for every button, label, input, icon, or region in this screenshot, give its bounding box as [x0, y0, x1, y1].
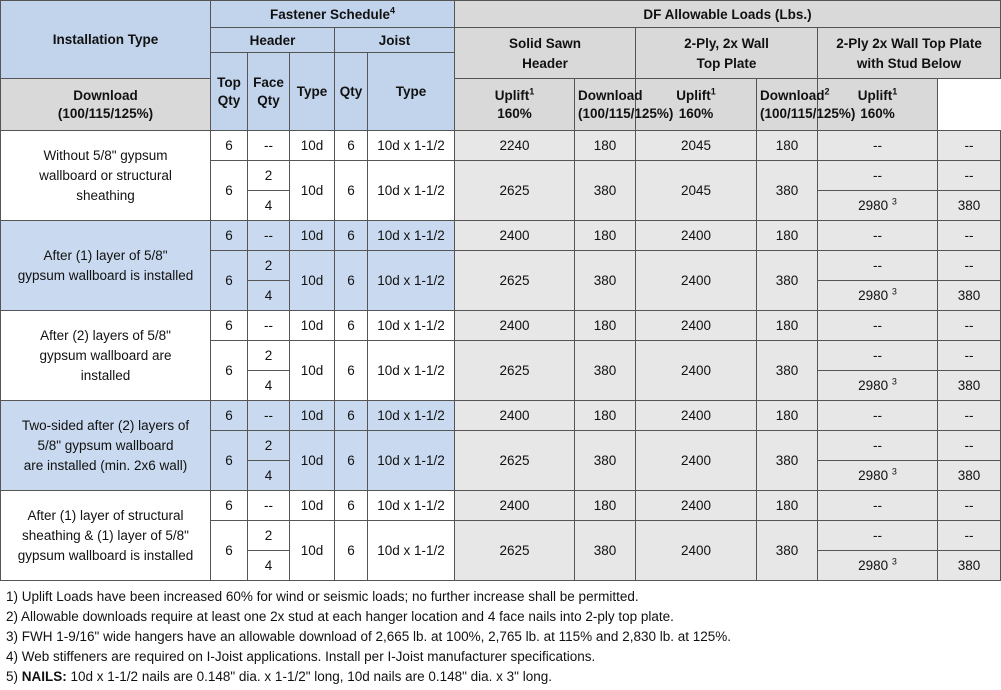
footnote-bold: NAILS: — [21, 669, 67, 684]
joist-qty-cell: 6 — [335, 311, 368, 341]
face-qty-cell: 2 — [248, 341, 290, 371]
joist-type-cell: 10d x 1-1/2 — [368, 161, 455, 221]
footnote-line — [6, 647, 1000, 667]
footnote-line — [6, 607, 1000, 627]
joist-qty-cell: 6 — [335, 131, 368, 161]
face-qty-cell: 4 — [248, 551, 290, 581]
top-qty-cell: 6 — [211, 431, 248, 491]
header-type-cell: 10d — [290, 431, 335, 491]
joist-qty-cell: 6 — [335, 491, 368, 521]
st-download-cell: -- — [818, 221, 938, 251]
ss-uplift-cell: 180 — [575, 131, 636, 161]
joist-type-cell: 10d x 1-1/2 — [368, 251, 455, 311]
ss-download-cell: 2625 — [455, 161, 575, 221]
st-uplift-header: Uplift$^1$ 160% — [818, 79, 938, 131]
st-download-value: 2980 — [858, 198, 889, 213]
joist-type-cell: 10d x 1-1/2 — [368, 311, 455, 341]
tp-download-cell: 2400 — [636, 401, 757, 431]
footnote-text: 1) Uplift Loads have been increased 60% for wind or seismic loads; no further increase shall be permitted. — [6, 589, 639, 604]
footnote-ref: 3 — [891, 466, 897, 477]
tp-uplift-header: Uplift$^1$ 160% — [636, 79, 757, 131]
st-download-value: 2980 — [858, 468, 889, 483]
st-download-cell: -- — [818, 341, 938, 371]
top-qty-cell: 6 — [211, 341, 248, 401]
ss-download-cell: 2625 — [455, 431, 575, 491]
joist-qty-header: Qty — [335, 53, 368, 131]
footnote-line — [6, 667, 1000, 687]
st-download-cell — [818, 191, 938, 221]
tp-download-cell: 2400 — [636, 221, 757, 251]
tp-download-cell: 2400 — [636, 431, 757, 491]
top-qty-cell: 6 — [211, 221, 248, 251]
tp-uplift-cell: 180 — [757, 221, 818, 251]
ss-uplift-header: Uplift$^1$ 160% — [455, 79, 575, 131]
footnote-line — [6, 587, 1000, 607]
face-qty-cell: 2 — [248, 251, 290, 281]
face-qty-cell: -- — [248, 491, 290, 521]
st-download-cell: -- — [818, 131, 938, 161]
st-uplift-cell: 380 — [938, 281, 1001, 311]
face-qty-cell: -- — [248, 401, 290, 431]
tp-uplift-cell: 180 — [757, 491, 818, 521]
st-download-value: 2980 — [858, 378, 889, 393]
installation-type-line: After (1) layer of 5/8" — [43, 247, 168, 263]
face-qty-cell: 4 — [248, 281, 290, 311]
tp-download-cell: 2400 — [636, 341, 757, 401]
top-qty-cell: 6 — [211, 401, 248, 431]
footnote-text: 2) Allowable downloads require at least one 2x stud at each hanger location and 4 face nails into 2-ply top plate. — [6, 609, 674, 624]
st-uplift-cell: -- — [938, 221, 1001, 251]
installation-type-cell — [1, 221, 211, 311]
table-body — [1, 131, 1001, 581]
footnote-text: 10d x 1-1/2 nails are 0.148" dia. x 1-1/2" long, 10d nails are 0.148" dia. x 3" long. — [66, 669, 552, 684]
face-qty-cell: -- — [248, 311, 290, 341]
top-qty-cell: 6 — [211, 161, 248, 221]
face-qty-cell: 4 — [248, 191, 290, 221]
tp-uplift-cell: 380 — [757, 251, 818, 311]
st-download-cell: -- — [818, 311, 938, 341]
st-uplift-cell: -- — [938, 491, 1001, 521]
tp-uplift-cell: 380 — [757, 431, 818, 491]
top-qty-header: Top Qty — [211, 53, 248, 131]
joist-qty-cell: 6 — [335, 521, 368, 581]
face-qty-header: Face Qty — [248, 53, 290, 131]
st-download-value: 2980 — [858, 288, 889, 303]
installation-type-line: gypsum wallboard are — [39, 347, 172, 363]
header-type-cell: 10d — [290, 311, 335, 341]
footnote-prefix: 5) — [6, 669, 22, 684]
st-download-header: Download$^2$ (100/115/125%) — [757, 79, 818, 131]
top-qty-cell: 6 — [211, 251, 248, 311]
joist-qty-cell: 6 — [335, 161, 368, 221]
face-qty-cell: 2 — [248, 431, 290, 461]
footnotes — [0, 581, 1000, 687]
ss-download-header: Download (100/115/125%) — [1, 79, 211, 131]
two-ply-top-plate-header: 2-Ply, 2x Wall Top Plate — [636, 28, 818, 79]
footnote-ref: 3 — [891, 376, 897, 387]
ss-uplift-cell: 380 — [575, 161, 636, 221]
installation-type-line: Two-sided after (2) layers of — [21, 417, 190, 433]
installation-type-cell — [1, 491, 211, 581]
header-type-cell: 10d — [290, 251, 335, 311]
ss-download-cell: 2240 — [455, 131, 575, 161]
header-type-cell: 10d — [290, 161, 335, 221]
installation-type-cell — [1, 401, 211, 491]
header-group-header: Header — [211, 28, 335, 53]
joist-type-header: Type — [368, 53, 455, 131]
joist-qty-cell: 6 — [335, 401, 368, 431]
fastener-schedule-header: Fastener Schedule$^4$ — [211, 1, 455, 28]
st-uplift-cell: 380 — [938, 371, 1001, 401]
table-row — [1, 221, 1001, 251]
footnote-ref: 3 — [891, 286, 897, 297]
installation-type-line: 5/8" gypsum wallboard — [37, 437, 174, 453]
table-row — [1, 131, 1001, 161]
st-uplift-cell: -- — [938, 131, 1001, 161]
installation-type-line: gypsum wallboard is installed — [17, 267, 194, 283]
footnote-text: 3) FWH 1-9/16" wide hangers have an allowable download of 2,665 lb. at 100%, 2,765 lb. at 115% and 2,830 lb. at 125%. — [6, 629, 732, 644]
face-qty-cell: -- — [248, 131, 290, 161]
tp-download-header: Download (100/115/125%) — [575, 79, 636, 131]
installation-type-header: Installation Type — [1, 1, 211, 79]
footnote-ref: 3 — [891, 556, 897, 567]
installation-type-line: sheathing — [76, 187, 135, 203]
ss-uplift-cell: 380 — [575, 431, 636, 491]
header-type-cell: 10d — [290, 221, 335, 251]
footnote-ref: 3 — [891, 196, 897, 207]
header-type-cell: 10d — [290, 521, 335, 581]
tp-uplift-cell: 180 — [757, 401, 818, 431]
st-download-cell: -- — [818, 491, 938, 521]
top-qty-cell: 6 — [211, 521, 248, 581]
joist-qty-cell: 6 — [335, 221, 368, 251]
face-qty-cell: 4 — [248, 371, 290, 401]
joist-group-header: Joist — [335, 28, 455, 53]
installation-type-line: wallboard or structural — [39, 167, 172, 183]
tp-uplift-cell: 380 — [757, 521, 818, 581]
header-type-header: Type — [290, 53, 335, 131]
st-uplift-cell: -- — [938, 251, 1001, 281]
installation-type-line: installed — [80, 367, 131, 383]
ss-download-cell: 2400 — [455, 401, 575, 431]
st-download-cell: -- — [818, 161, 938, 191]
installation-type-line: After (2) layers of 5/8" — [40, 327, 171, 343]
tp-download-cell: 2400 — [636, 251, 757, 311]
joist-type-cell: 10d x 1-1/2 — [368, 341, 455, 401]
st-download-cell: -- — [818, 521, 938, 551]
installation-type-cell — [1, 311, 211, 401]
ss-download-cell: 2625 — [455, 251, 575, 311]
st-download-cell: -- — [818, 251, 938, 281]
st-uplift-cell: 380 — [938, 461, 1001, 491]
st-download-cell: -- — [818, 401, 938, 431]
ss-uplift-cell: 180 — [575, 311, 636, 341]
ss-download-cell: 2400 — [455, 491, 575, 521]
tp-download-cell: 2045 — [636, 131, 757, 161]
joist-type-cell: 10d x 1-1/2 — [368, 131, 455, 161]
st-uplift-cell: -- — [938, 521, 1001, 551]
df-allowable-loads-header: DF Allowable Loads (Lbs.) — [455, 1, 1001, 28]
face-qty-cell: 2 — [248, 161, 290, 191]
tp-uplift-cell: 180 — [757, 131, 818, 161]
tp-uplift-cell: 380 — [757, 161, 818, 221]
installation-type-line: After (1) layer of structural — [27, 507, 184, 523]
footnote-line — [6, 627, 1000, 647]
top-qty-cell: 6 — [211, 131, 248, 161]
face-qty-cell: 4 — [248, 461, 290, 491]
st-uplift-cell: -- — [938, 401, 1001, 431]
joist-type-cell: 10d x 1-1/2 — [368, 431, 455, 491]
joist-qty-cell: 6 — [335, 431, 368, 491]
header-type-cell: 10d — [290, 491, 335, 521]
ss-uplift-cell: 180 — [575, 401, 636, 431]
ss-uplift-cell: 180 — [575, 491, 636, 521]
st-download-value: 2980 — [858, 558, 889, 573]
header-type-cell: 10d — [290, 401, 335, 431]
header-type-cell: 10d — [290, 341, 335, 401]
joist-qty-cell: 6 — [335, 251, 368, 311]
ss-download-cell: 2400 — [455, 311, 575, 341]
header-type-cell: 10d — [290, 131, 335, 161]
installation-type-line: gypsum wallboard is installed — [17, 547, 194, 563]
two-ply-with-stud-header: 2-Ply 2x Wall Top Plate with Stud Below — [818, 28, 1001, 79]
footnote-text: 4) Web stiffeners are required on I-Joist applications. Install per I-Joist manufacturer specifications. — [6, 649, 596, 664]
tp-download-cell: 2400 — [636, 311, 757, 341]
top-qty-cell: 6 — [211, 311, 248, 341]
tp-download-cell: 2045 — [636, 161, 757, 221]
st-download-cell — [818, 281, 938, 311]
ss-uplift-cell: 180 — [575, 221, 636, 251]
tp-uplift-cell: 380 — [757, 341, 818, 401]
tp-uplift-cell: 180 — [757, 311, 818, 341]
st-uplift-cell: -- — [938, 161, 1001, 191]
st-download-cell — [818, 371, 938, 401]
st-download-cell — [818, 551, 938, 581]
st-uplift-cell: -- — [938, 431, 1001, 461]
st-uplift-cell: 380 — [938, 191, 1001, 221]
joist-qty-cell: 6 — [335, 341, 368, 401]
ss-download-cell: 2400 — [455, 221, 575, 251]
solid-sawn-header: Solid Sawn Header — [455, 28, 636, 79]
st-uplift-cell: 380 — [938, 551, 1001, 581]
joist-type-cell: 10d x 1-1/2 — [368, 521, 455, 581]
ss-download-cell: 2625 — [455, 521, 575, 581]
st-download-cell — [818, 461, 938, 491]
joist-type-cell: 10d x 1-1/2 — [368, 491, 455, 521]
ss-uplift-cell: 380 — [575, 251, 636, 311]
st-download-cell: -- — [818, 431, 938, 461]
joist-type-cell: 10d x 1-1/2 — [368, 221, 455, 251]
tp-download-cell: 2400 — [636, 521, 757, 581]
ss-download-cell: 2625 — [455, 341, 575, 401]
installation-type-cell — [1, 131, 211, 221]
table-row — [1, 311, 1001, 341]
table-row — [1, 401, 1001, 431]
joist-type-cell: 10d x 1-1/2 — [368, 401, 455, 431]
table-row — [1, 491, 1001, 521]
st-uplift-cell: -- — [938, 341, 1001, 371]
face-qty-cell: 2 — [248, 521, 290, 551]
st-uplift-cell: -- — [938, 311, 1001, 341]
installation-type-line: are installed (min. 2x6 wall) — [23, 457, 188, 473]
ss-uplift-cell: 380 — [575, 341, 636, 401]
top-qty-cell: 6 — [211, 491, 248, 521]
installation-type-line: sheathing & (1) layer of 5/8" — [22, 527, 189, 543]
face-qty-cell: -- — [248, 221, 290, 251]
ss-uplift-cell: 380 — [575, 521, 636, 581]
installation-type-line: Without 5/8" gypsum — [43, 147, 168, 163]
tp-download-cell: 2400 — [636, 491, 757, 521]
